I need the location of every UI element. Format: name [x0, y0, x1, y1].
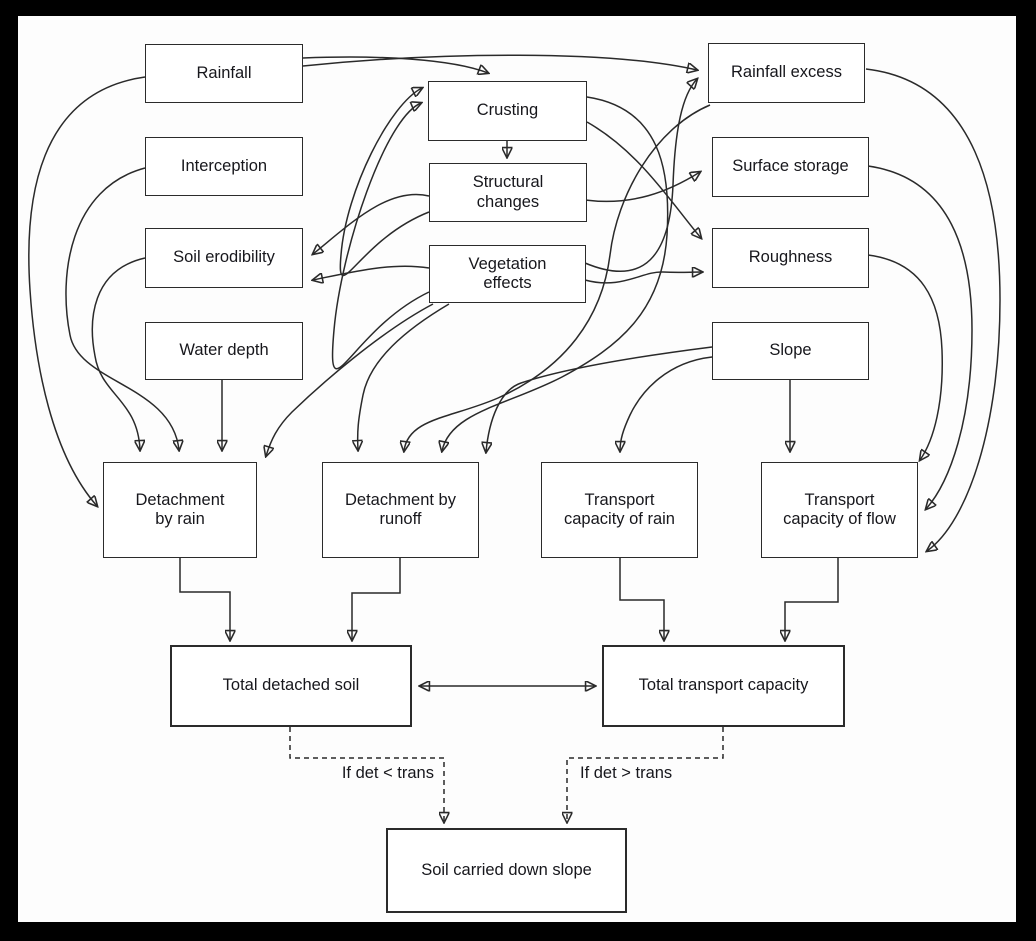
- node-roughness-label: Roughness: [748, 248, 833, 267]
- node-detachment-by-rain-label: Detachment by rain: [135, 490, 225, 528]
- node-vegetation-effects-label: Vegetation effects: [468, 254, 547, 292]
- node-roughness: [712, 228, 869, 288]
- node-structural-changes-label: Structural changes: [472, 173, 544, 211]
- node-crusting: [428, 81, 587, 141]
- node-transport-capacity-of-flow: [761, 462, 918, 558]
- node-surface-storage: [712, 137, 869, 197]
- node-water-depth-label: Water depth: [179, 341, 269, 360]
- node-surface-storage-label: Surface storage: [732, 157, 849, 176]
- node-soil-erodibility: [145, 228, 303, 288]
- node-rainfall-label: Rainfall: [196, 63, 252, 82]
- node-slope: [712, 322, 869, 380]
- node-rainfall-excess: [708, 43, 865, 103]
- condition-label-det-less-than-trans: If det < trans: [341, 764, 434, 782]
- node-total-detached-soil: [170, 645, 412, 727]
- node-interception: [145, 137, 303, 196]
- node-soil-erodibility-label: Soil erodibility: [173, 248, 275, 267]
- node-detachment-by-runoff: [322, 462, 479, 558]
- node-crusting-label: Crusting: [476, 101, 539, 120]
- node-transport-capacity-of-rain: [541, 462, 698, 558]
- node-slope-label: Slope: [769, 341, 812, 360]
- node-soil-carried-down-slope: [386, 828, 627, 913]
- node-rainfall: [145, 44, 303, 103]
- node-interception-label: Interception: [180, 156, 268, 175]
- node-transport-capacity-of-rain-label: Transport capacity of rain: [564, 490, 675, 528]
- node-rainfall-excess-label: Rainfall excess: [731, 63, 842, 82]
- node-vegetation-effects: [429, 245, 586, 303]
- node-transport-capacity-of-flow-label: Transport capacity of flow: [783, 490, 896, 528]
- node-soil-carried-down-slope-label: Soil carried down slope: [421, 860, 592, 879]
- node-structural-changes: [429, 163, 587, 222]
- node-total-transport-capacity-label: Total transport capacity: [638, 676, 809, 695]
- node-total-transport-capacity: [602, 645, 845, 727]
- node-detachment-by-rain: [103, 462, 257, 558]
- node-detachment-by-runoff-label: Detachment by runoff: [345, 490, 456, 528]
- node-total-detached-soil-label: Total detached soil: [222, 676, 360, 695]
- condition-label-det-greater-than-trans: If det > trans: [580, 764, 673, 782]
- node-water-depth: [145, 322, 303, 380]
